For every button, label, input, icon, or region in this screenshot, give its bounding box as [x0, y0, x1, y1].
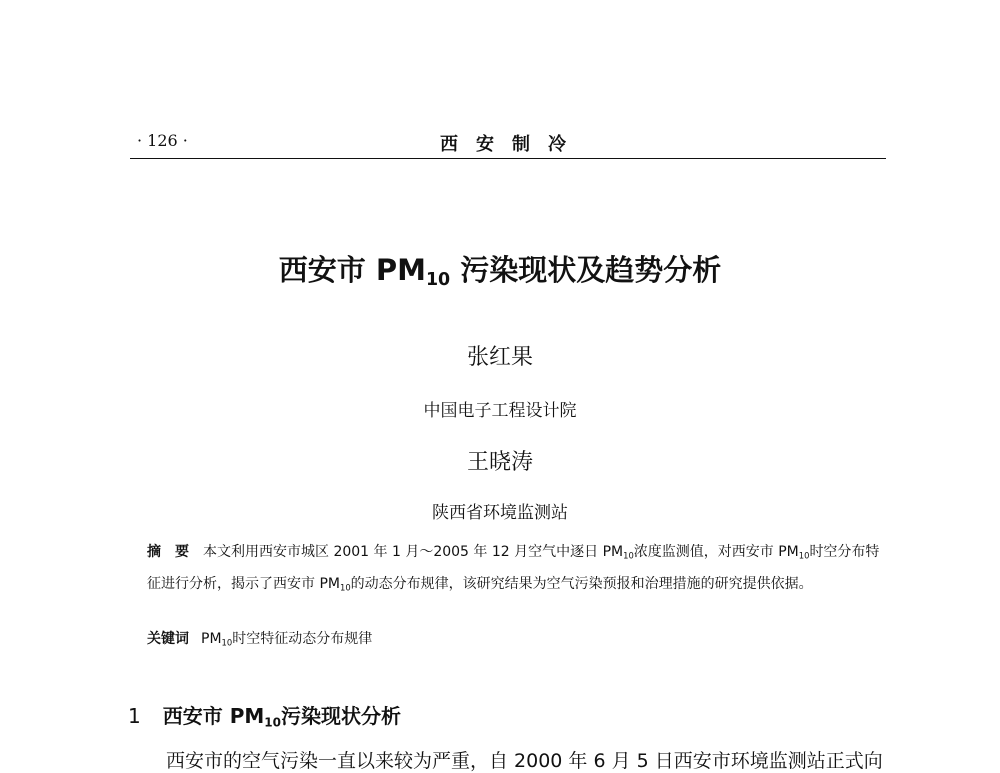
- author-affiliation-1: 中国电子工程设计院: [423, 401, 577, 421]
- author-name-2: 王晓涛: [466, 450, 533, 475]
- paper-title-text-rest: 污染现状及趋势分析: [450, 253, 722, 287]
- section-title-rest: 污染现状分析: [280, 704, 401, 728]
- abstract-text-2: 浓度监测值，对西安市 PM: [633, 544, 799, 560]
- paper-title-subscript: 10: [425, 270, 451, 291]
- section-title: 西安市 PM: [162, 704, 265, 728]
- page-number: · 126 ·: [137, 131, 188, 150]
- section-number: 1: [128, 704, 141, 728]
- journal-title: 西安制冷: [440, 134, 584, 155]
- body-paragraph: 西安市的空气污染一直以来较为严重，自 2000 年 6 月 5 日西安市环境监测站正式向: [166, 750, 883, 772]
- abstract-sub-1: 10: [623, 550, 634, 561]
- keywords-prefix: PM: [201, 631, 222, 647]
- abstract-label: 摘 要: [147, 544, 189, 560]
- abstract-text-3: 时空分布特征进行分析，揭示了西安市 PM: [147, 544, 880, 592]
- section-heading: [128, 700, 401, 730]
- abstract-text-4: 的动态分布规律，该研究结果为空气污染预报和治理措施的研究提供依据。: [350, 575, 813, 592]
- keywords: [147, 628, 372, 648]
- paper-title-text: 西安市 PM: [278, 253, 426, 287]
- paper-title: [0, 248, 1000, 290]
- author-name-1: 张红果: [466, 345, 533, 370]
- abstract-sub-3: 10: [339, 582, 351, 593]
- header-rule: [130, 158, 886, 159]
- section-title-subscript: 10: [264, 715, 281, 730]
- abstract: [147, 538, 887, 601]
- keywords-text: 时空特征动态分布规律: [232, 631, 373, 647]
- author-affiliation-2: 陕西省环境监测站: [432, 503, 568, 523]
- abstract-text-1: 本文利用西安市城区 2001 年 1 月～2005 年 12 月空气中逐日 PM: [203, 544, 624, 560]
- keywords-sub: 10: [221, 637, 233, 648]
- abstract-sub-2: 10: [798, 550, 810, 561]
- keywords-label: 关键词: [147, 631, 189, 647]
